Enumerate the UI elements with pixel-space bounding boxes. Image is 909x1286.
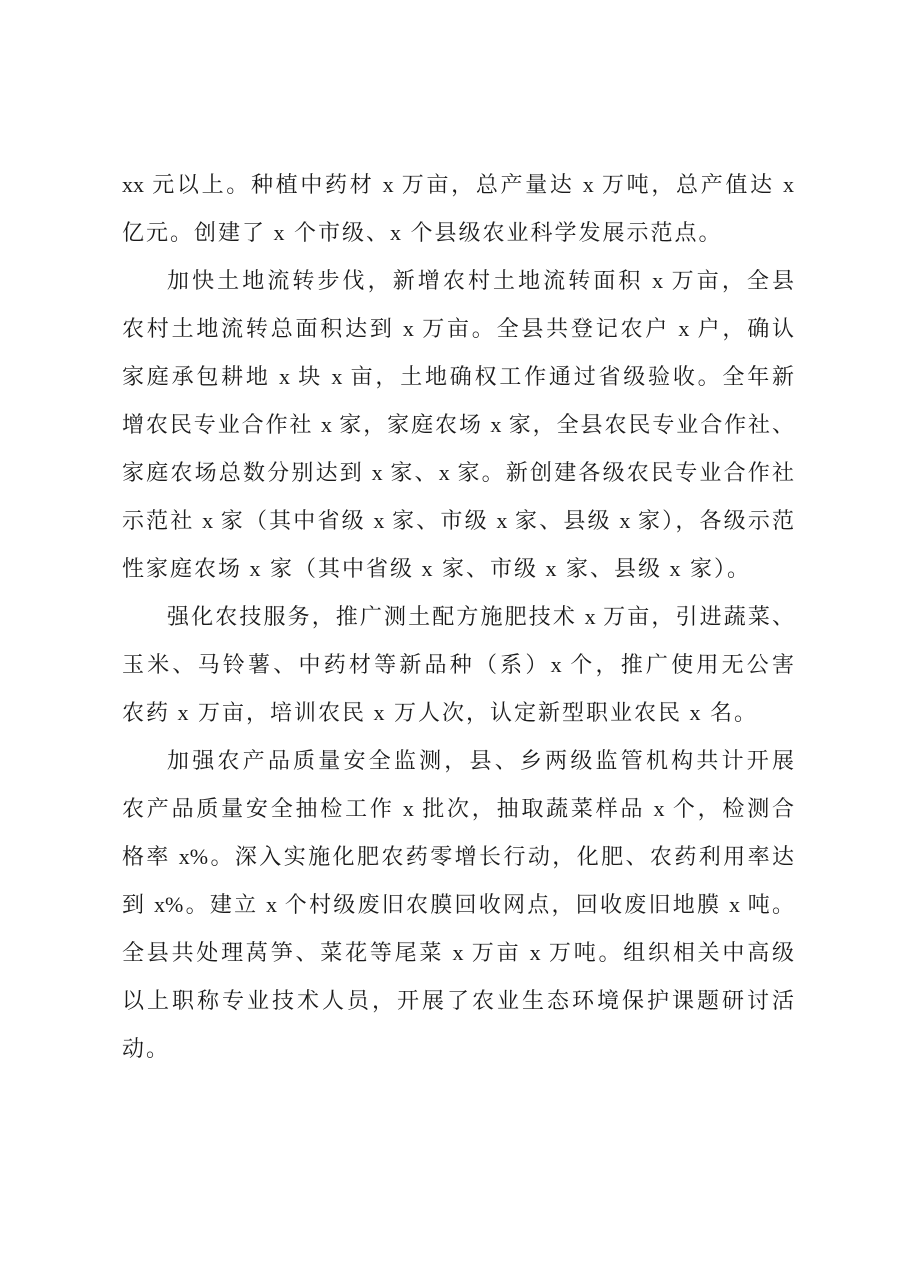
- text-line: 农村土地流转总面积达到 x 万亩。全县共登记农户 x 户，确认: [122, 316, 794, 341]
- text-line: 以上职称专业技术人员，开展了农业生态环境保护课题研讨活: [122, 988, 794, 1013]
- text-line: 全县共处理莴笋、菜花等尾菜 x 万亩 x 万吨。组织相关中高级: [122, 940, 794, 965]
- text-line: 玉米、马铃薯、中药材等新品种（系）x 个，推广使用无公害: [122, 652, 794, 677]
- text-line: xx 元以上。种植中药材 x 万亩，总产量达 x 万吨，总产值达 x: [122, 172, 794, 197]
- text-line: 示范社 x 家（其中省级 x 家、市级 x 家、县级 x 家），各级示范: [122, 508, 794, 533]
- text-line: 农产品质量安全抽检工作 x 批次，抽取蔬菜样品 x 个，检测合: [122, 796, 794, 821]
- text-line: 增农民专业合作社 x 家，家庭农场 x 家，全县农民专业合作社、: [122, 412, 794, 437]
- text-line: 格率 x%。深入实施化肥农药零增长行动，化肥、农药利用率达: [122, 844, 794, 869]
- paragraph: [122, 737, 794, 1073]
- paragraph: [122, 257, 794, 593]
- text-line: 性家庭农场 x 家（其中省级 x 家、市级 x 家、县级 x 家）。: [122, 556, 752, 581]
- paragraph: [122, 593, 794, 737]
- text-line: 强化农技服务，推广测土配方施肥技术 x 万亩，引进蔬菜、: [167, 604, 794, 629]
- document-body: [122, 161, 794, 1073]
- text-line: 农药 x 万亩，培训农民 x 万人次，认定新型职业农民 x 名。: [122, 700, 759, 725]
- text-line: 加强农产品质量安全监测，县、乡两级监管机构共计开展: [167, 748, 794, 773]
- text-line: 动。: [122, 1036, 171, 1061]
- text-line: 到 x%。建立 x 个村级废旧农膜回收网点，回收废旧地膜 x 吨。: [122, 892, 794, 917]
- paragraph: [122, 161, 794, 257]
- text-line: 家庭农场总数分别达到 x 家、x 家。新创建各级农民专业合作社: [122, 460, 794, 485]
- text-line: 加快土地流转步伐，新增农村土地流转面积 x 万亩，全县: [167, 268, 794, 293]
- text-line: 亿元。创建了 x 个市级、x 个县级农业科学发展示范点。: [122, 220, 723, 245]
- text-line: 家庭承包耕地 x 块 x 亩，土地确权工作通过省级验收。全年新: [122, 364, 794, 389]
